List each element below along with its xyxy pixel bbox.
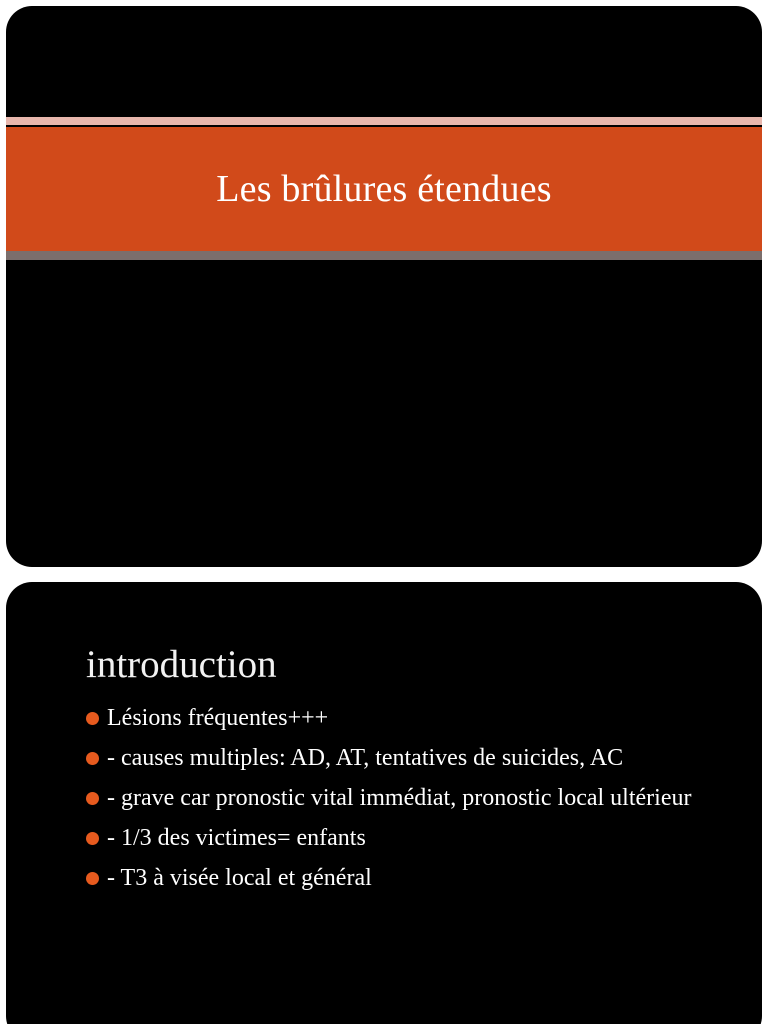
bullet-item <box>86 782 726 814</box>
content-slide <box>6 582 762 1024</box>
bullet-item <box>86 702 726 734</box>
bullet-item <box>86 822 726 854</box>
slide-title: Les brûlures étendues <box>216 168 552 210</box>
bullet-list <box>86 702 726 902</box>
bullet-item <box>86 862 726 894</box>
bullet-text: - 1/3 des victimes= enfants <box>107 825 366 851</box>
bullet-dot-icon <box>86 792 99 805</box>
title-band-bottom-stripe <box>6 251 762 260</box>
bullet-dot-icon <box>86 712 99 725</box>
title-band-top-stripe <box>6 117 762 125</box>
bullet-item <box>86 742 726 774</box>
title-band <box>6 127 762 251</box>
bullet-text: - T3 à visée local et général <box>107 865 372 891</box>
bullet-text: - grave car pronostic vital immédiat, pronostic local ultérieur <box>107 785 692 811</box>
bullet-text: - causes multiples: AD, AT, tentatives de suicides, AC <box>107 745 624 771</box>
bullet-dot-icon <box>86 752 99 765</box>
bullet-dot-icon <box>86 832 99 845</box>
slide-heading: introduction <box>86 643 277 686</box>
title-slide <box>6 6 762 567</box>
bullet-text: Lésions fréquentes+++ <box>107 705 329 731</box>
bullet-dot-icon <box>86 872 99 885</box>
